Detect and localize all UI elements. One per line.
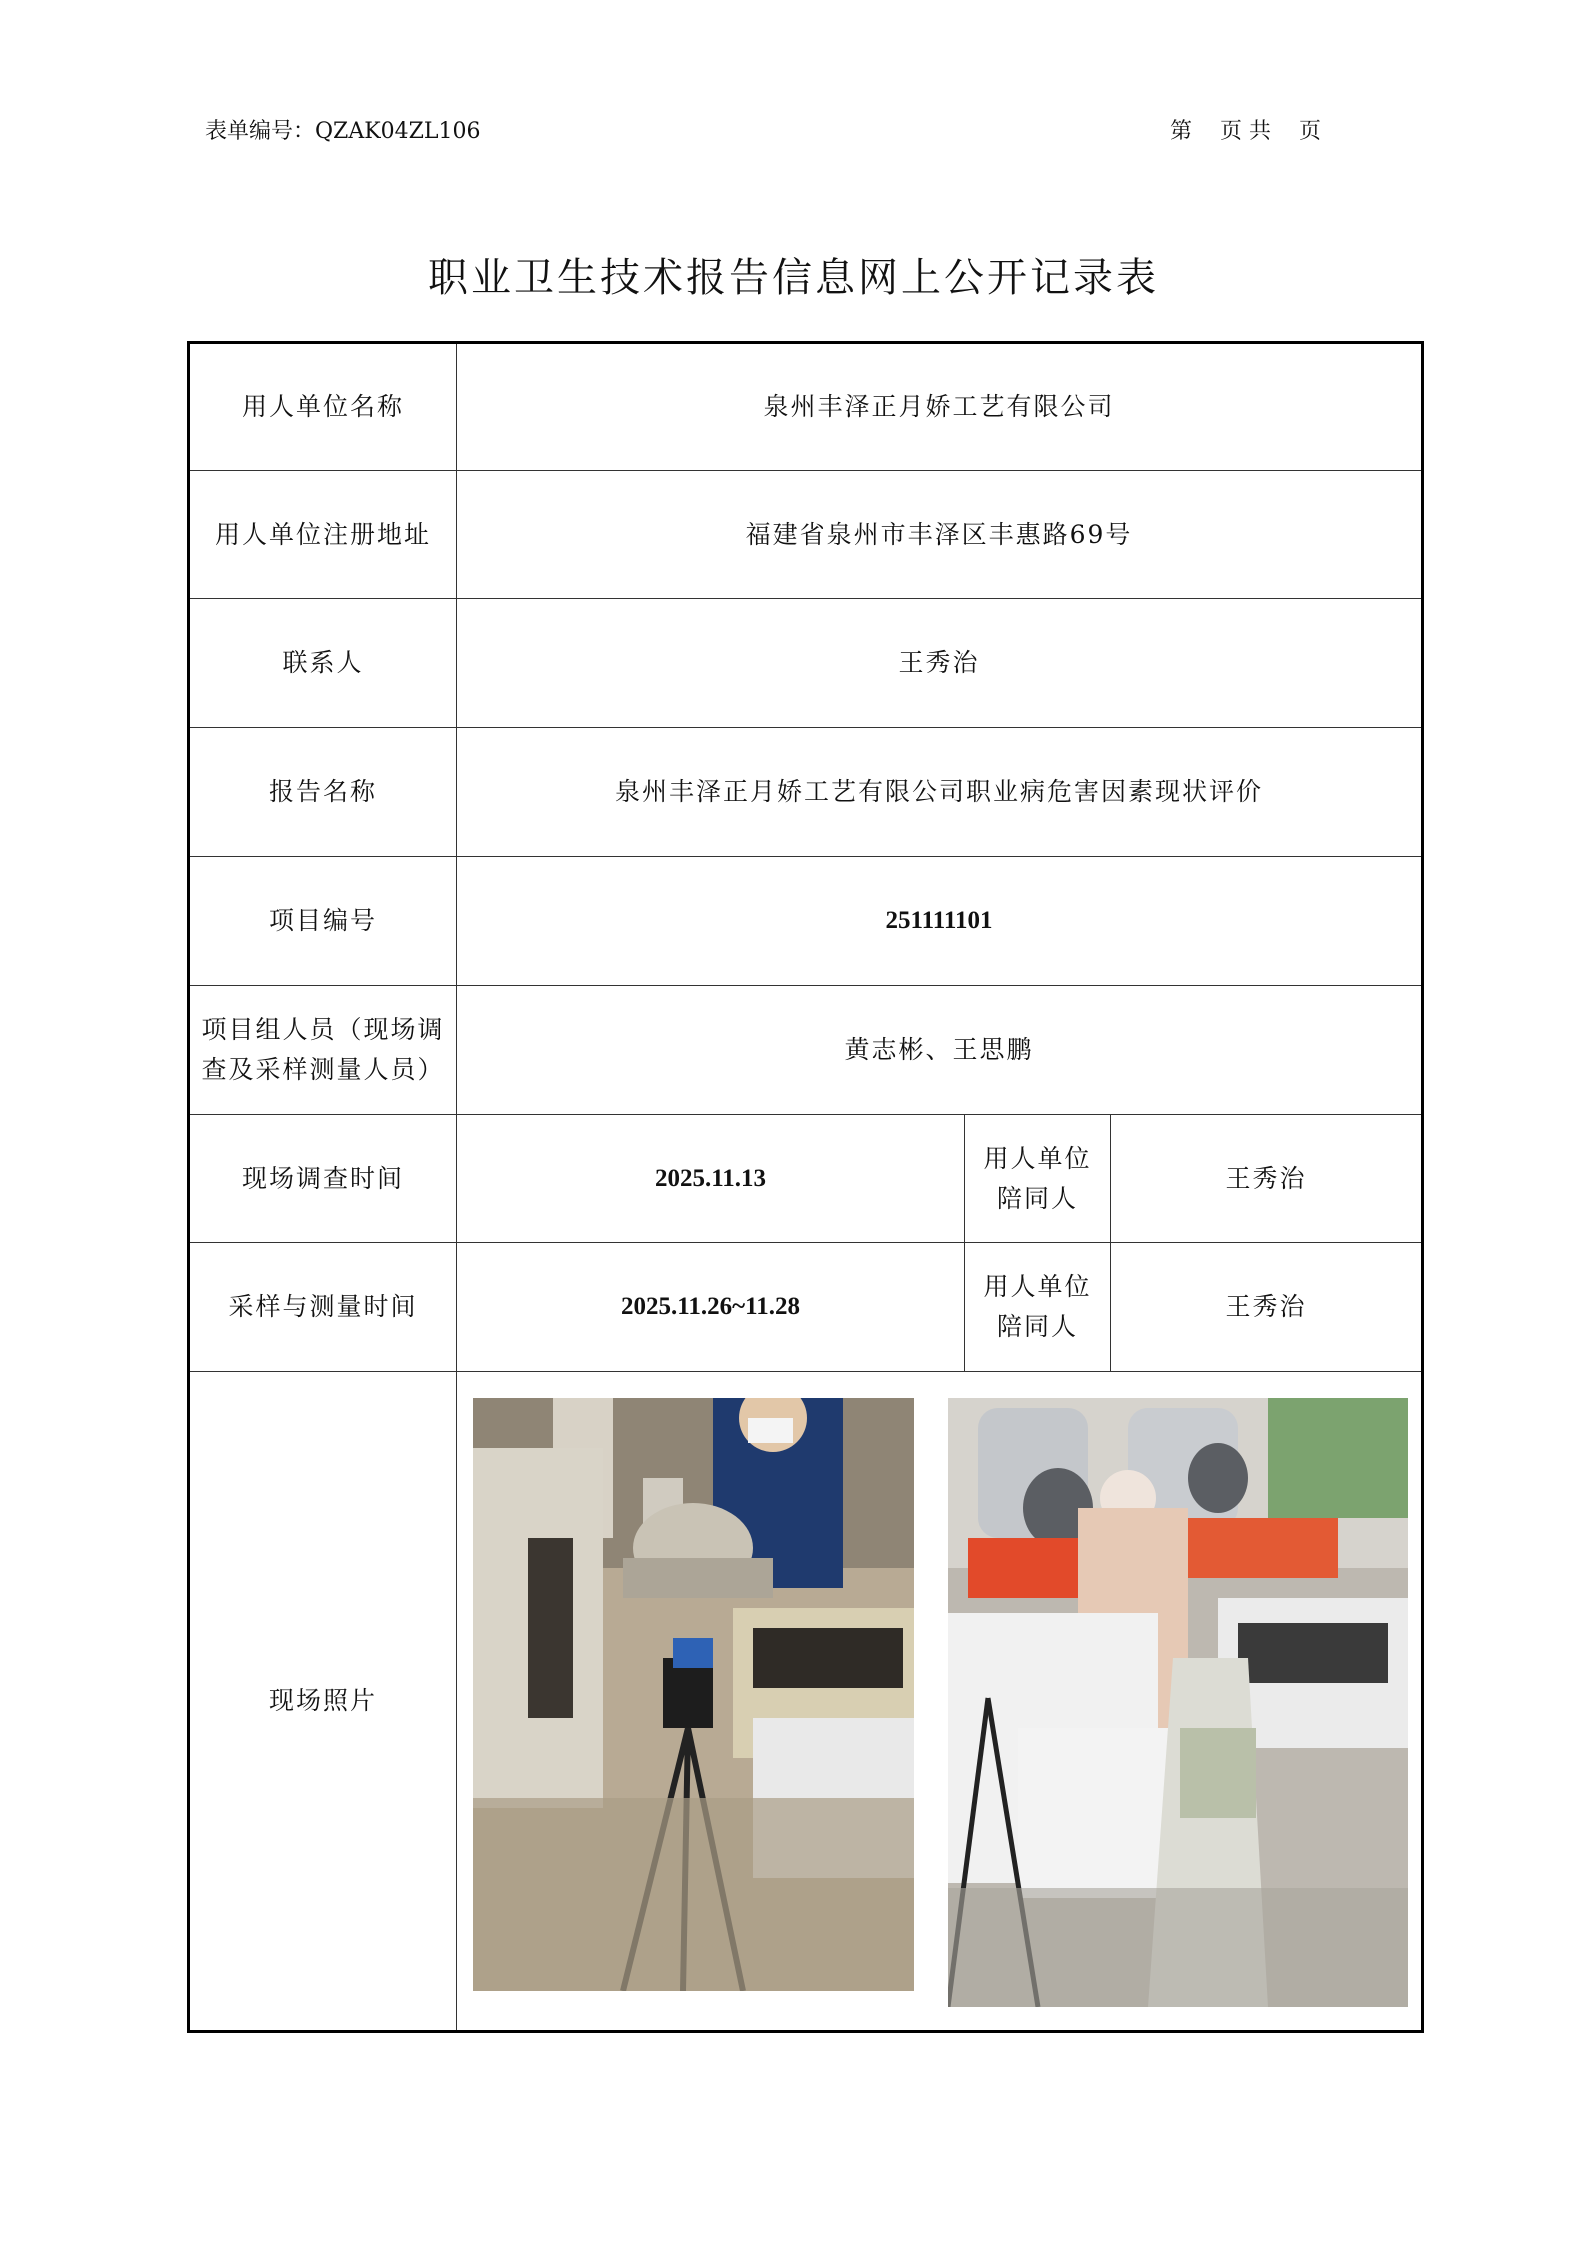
report-name-label: 报告名称 [189,728,457,857]
unit-name-label: 用人单位名称 [189,343,457,471]
team-label: 项目组人员（现场调查及采样测量人员） [189,986,457,1115]
sampling-time-label: 采样与测量时间 [189,1243,457,1372]
table-row [189,728,1423,857]
page-info: 第 页 共 页 [1170,119,1321,144]
table-row [189,1115,1423,1243]
table-row [189,599,1423,728]
report-name-value: 泉州丰泽正月娇工艺有限公司职业病危害因素现状评价 [457,728,1423,857]
table-row [189,986,1423,1115]
survey-companion-value: 王秀治 [1111,1115,1423,1243]
team-value: 黄志彬、王思鹏 [457,986,1423,1115]
photos-cell [457,1372,1423,2032]
photos-label: 现场照片 [189,1372,457,2032]
contact-value: 王秀治 [457,599,1423,728]
sampling-companion-value: 王秀治 [1111,1243,1423,1372]
project-no-value: 251111101 [457,857,1423,986]
address-label: 用人单位注册地址 [189,471,457,599]
form-number: 表单编号：QZAK04ZL106 [205,119,481,144]
survey-companion-label: 用人单位陪同人 [965,1115,1111,1243]
site-photo-polishing [473,1398,914,1991]
record-table [187,341,1424,2033]
unit-name-value: 泉州丰泽正月娇工艺有限公司 [457,343,1423,471]
contact-label: 联系人 [189,599,457,728]
table-row [189,471,1423,599]
site-photo-sound-meter [948,1398,1408,2007]
sampling-companion-label: 用人单位陪同人 [965,1243,1111,1372]
address-value: 福建省泉州市丰泽区丰惠路69号 [457,471,1423,599]
table-row [189,857,1423,986]
survey-time-label: 现场调查时间 [189,1115,457,1243]
sampling-time-value: 2025.11.26~11.28 [457,1243,965,1372]
survey-time-value: 2025.11.13 [457,1115,965,1243]
project-no-label: 项目编号 [189,857,457,986]
page-title: 职业卫生技术报告信息网上公开记录表 [428,255,1159,301]
table-row [189,1243,1423,1372]
table-row [189,1372,1423,2032]
table-row [189,343,1423,471]
